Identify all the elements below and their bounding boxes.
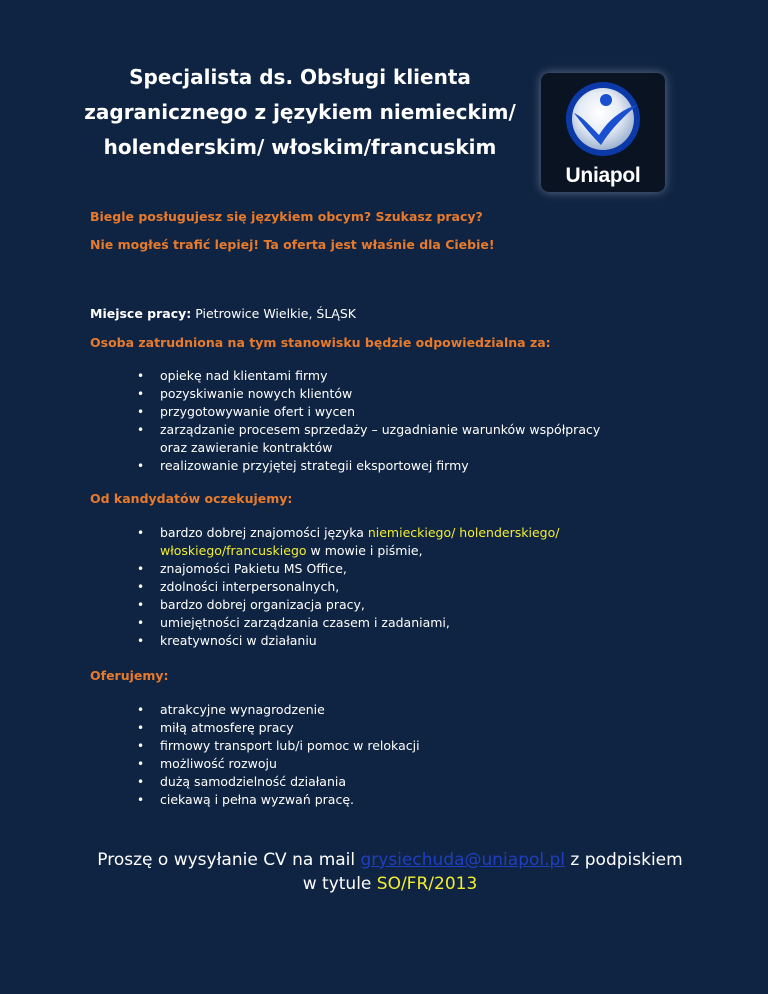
page-title [80,60,520,165]
bullet-icon: • [137,598,145,612]
list-item: • realizowanie przyjętej strategii eksportowej firmy [137,458,469,473]
bullet-icon: • [137,423,145,437]
list-item: • miłą atmosferę pracy [137,720,294,735]
list-item: • pozyskiwanie nowych klientów [137,386,353,401]
list-item: • przygotowywanie ofert i wycen [137,404,356,419]
bullet-icon: • [137,739,145,753]
bullet-icon: • [137,369,145,383]
bullet-icon: • [137,757,145,771]
intro-tagline: Nie mogłeś trafić lepiej! Ta oferta jest właśnie dla Ciebie! [90,237,495,252]
responsibilities-list [90,367,670,475]
title-line: holenderskim/ włoskim/francuskim [103,135,497,159]
job-location [90,306,356,322]
bullet-icon: • [137,616,145,630]
bullet-icon: • [137,634,145,648]
bullet-icon: • [137,721,145,735]
list-item: • opiekę nad klientami firmy [137,368,328,383]
list-item: • kreatywności w działaniu [137,633,317,648]
title-line: Specjalista ds. Obsługi klienta [129,65,471,89]
location-label: Miejsce pracy: [90,306,192,321]
list-item: • możliwość rozwoju [137,756,277,771]
intro-question: Biegle posługujesz się językiem obcym? Szukasz pracy? [90,209,483,224]
bullet-icon: • [137,459,145,473]
list-item: • zdolności interpersonalnych, [137,579,340,594]
requirements-list [90,524,670,650]
bullet-icon: • [137,387,145,401]
list-item: • znajomości Pakietu MS Office, [137,561,347,576]
reference-code: SO/FR/2013 [376,874,478,894]
list-item: • zarządzanie procesem sprzedaży – uzgadnianie warunków współpracy oraz zawieranie kontraktów [137,422,601,455]
bullet-icon: • [137,580,145,594]
bullet-icon: • [137,793,145,807]
requirements-heading: Od kandydatów oczekujemy: [90,491,293,506]
offer-list [90,701,670,809]
bullet-icon: • [137,405,145,419]
email-link[interactable]: grysiechuda@uniapol.pl [360,850,566,870]
bullet-icon: • [137,526,145,540]
list-item: • dużą samodzielność działania [137,774,347,789]
languages-highlight: niemieckiego/ holenderskiego/ włoskiego/francuskiego [160,525,560,558]
offer-heading: Oferujemy: [90,668,169,683]
list-item: • atrakcyjne wynagrodzenie [137,702,325,717]
application-instructions: Proszę o wysyłanie CV na mail grysiechuda@uniapol.pl z podpiskiem w tytule SO/FR/2013 [97,850,683,894]
location-value: Pietrowice Wielkie, ŚLĄSK [191,306,356,321]
list-item: • ciekawą i pełna wyzwań pracę. [137,792,354,807]
logo-text: Uniapol [565,164,641,187]
list-item: • bardzo dobrej znajomości języka niemieckiego/ holenderskiego/ włoskiego/francuskiego w mowie i piśmie, [137,525,560,558]
list-item: • firmowy transport lub/i pomoc w relokacji [137,738,420,753]
list-item: • bardzo dobrej organizacja pracy, [137,597,365,612]
bullet-icon: • [137,703,145,717]
list-item: • umiejętności zarządzania czasem i zadaniami, [137,615,450,630]
bullet-icon: • [137,775,145,789]
company-logo [541,73,665,192]
bullet-icon: • [137,562,145,576]
responsibilities-heading: Osoba zatrudniona na tym stanowisku będzie odpowiedzialna za: [90,335,551,350]
title-line: zagranicznego z językiem niemieckim/ [84,100,516,124]
